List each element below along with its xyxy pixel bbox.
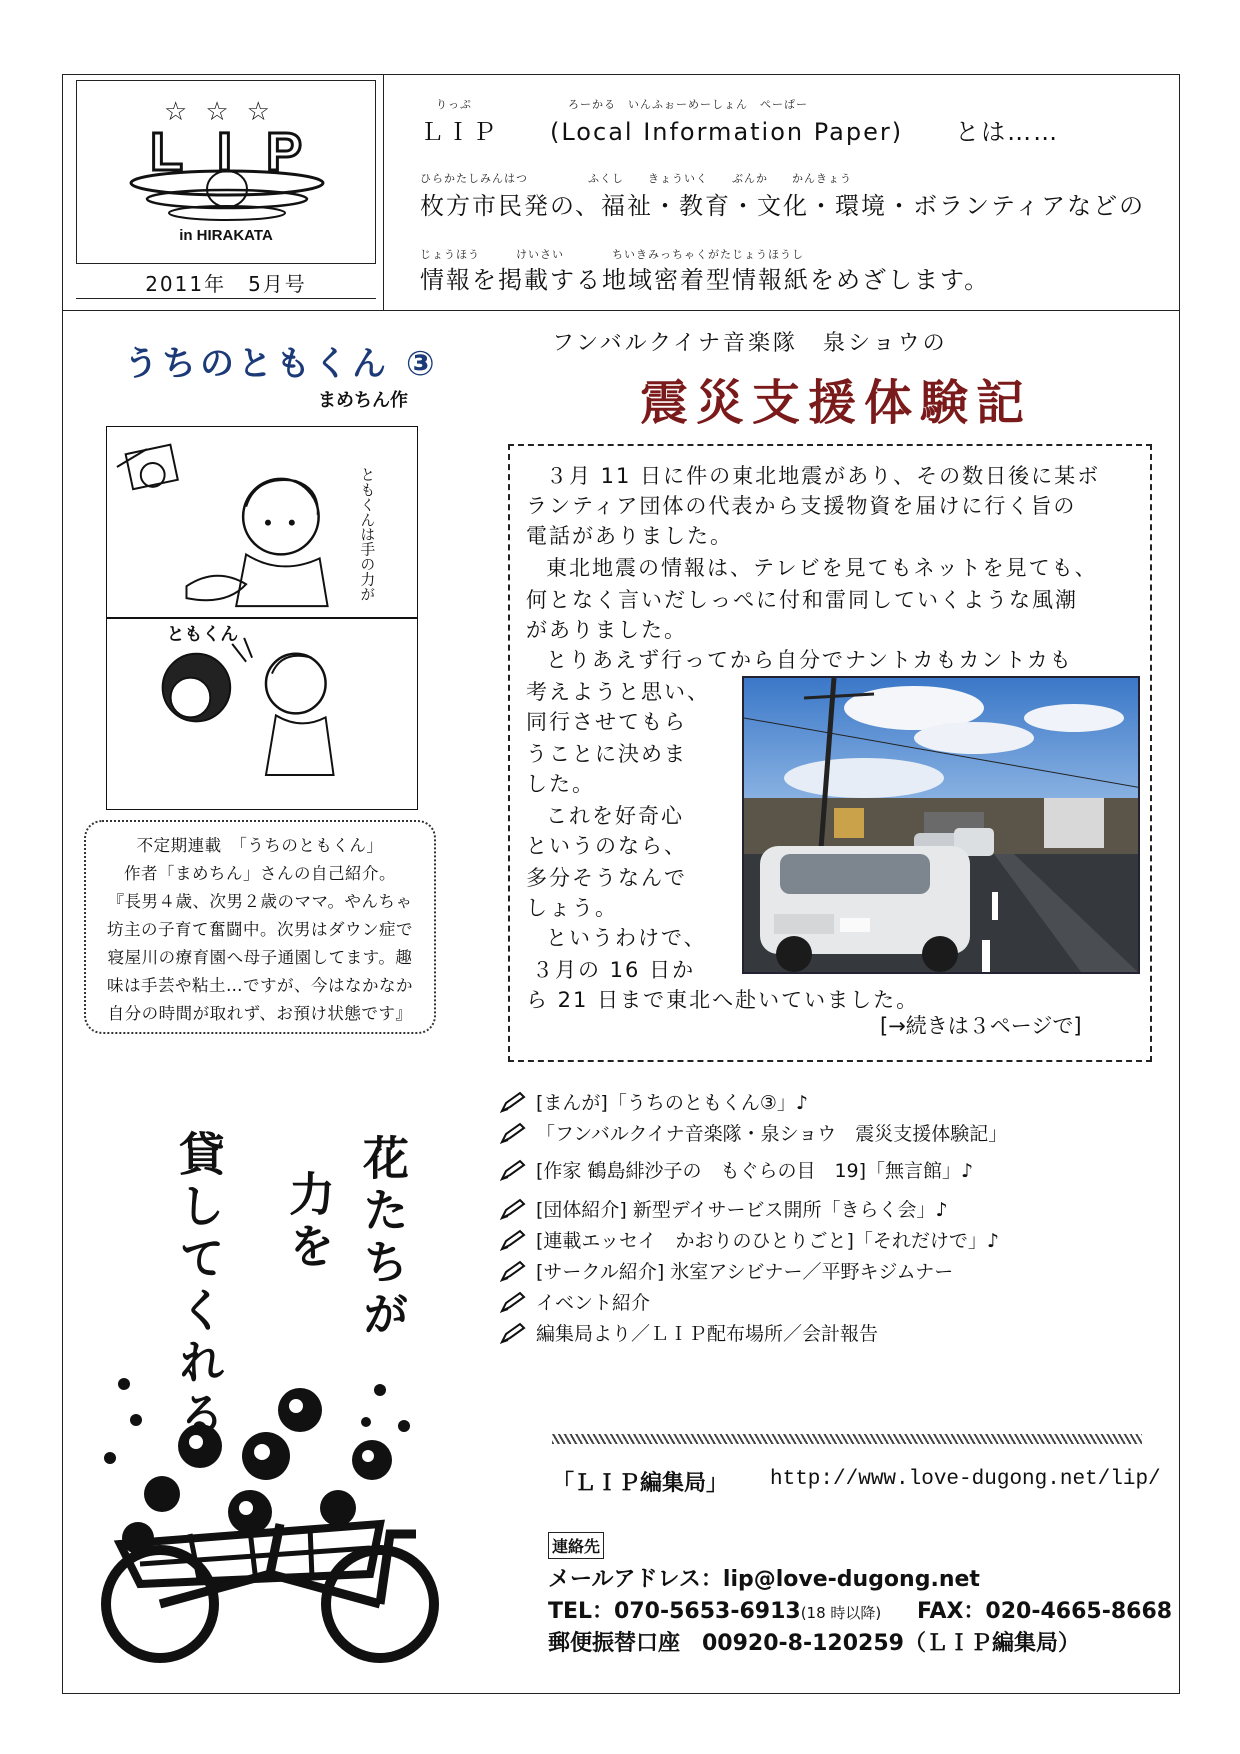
issue-date: 2011年 5月号 — [145, 272, 307, 296]
article-line: 電話がありました。 — [526, 524, 733, 548]
article-line: というわけで、 — [546, 926, 707, 950]
article-kicker: フンバルクイナ音楽隊 泉ショウの — [552, 331, 948, 356]
website-link[interactable]: http://www.love-dugong.net/lip/ — [770, 1468, 1161, 1491]
toc-item-label: [サークル紹介] 氷室アシビナー／平野キジムナー — [536, 1261, 954, 1283]
pencil-icon — [500, 1159, 526, 1181]
article-title: 震災支援体験記 — [640, 375, 1033, 431]
article-line: うことに決めま — [526, 742, 687, 766]
intro-line-1: ＬＩＰ (Local Information Paper) とは…… — [420, 118, 1060, 146]
manga-title: うちのともくん ③ — [124, 344, 439, 384]
article-line: 考えようと思い、 — [526, 680, 710, 704]
profile-line: 味は手芸や粘土…ですが、今はなかなか — [107, 976, 413, 995]
toc-item[interactable] — [500, 1154, 1160, 1185]
logo-subtitle: in HIRAKATA — [179, 227, 273, 244]
tel-number[interactable]: TEL：070-5653-6913 — [548, 1599, 801, 1624]
intro-ruby-2: ひらかたしみんはつ ふくし きょういく ぶんか かんきょう — [420, 172, 852, 185]
intro-line-3: 情報を掲載する地域密着型情報紙をめざします。 — [420, 266, 991, 294]
toc-item-label: [連載エッセイ かおりのひとりごと]「それだけで」♪ — [536, 1230, 1000, 1252]
pencil-icon — [500, 1229, 526, 1251]
road-photo-icon — [744, 678, 1140, 974]
fax-number: FAX：020-4665-8668 — [916, 1599, 1173, 1624]
postal-account: 郵便振替口座 00920-8-120259（ＬＩＰ編集局） — [548, 1631, 1080, 1656]
article-line: がありました。 — [526, 618, 687, 642]
svg-text:ともくんは手の力が: ともくんは手の力が — [358, 466, 377, 602]
toc-item-label: [作家 鶴島緋沙子の もぐらの目 19]「無言館」♪ — [536, 1160, 974, 1182]
art-text-1: 花たちが — [356, 1134, 410, 1342]
pencil-icon — [500, 1322, 526, 1344]
contact-email[interactable]: メールアドレス：lip@love-dugong.net — [548, 1567, 980, 1592]
contact-label: 連絡先 — [548, 1532, 604, 1559]
toc-item[interactable] — [500, 1317, 1160, 1348]
toc-item[interactable] — [500, 1086, 1160, 1117]
toc-item-label: イベント紹介 — [536, 1292, 651, 1314]
profile-line: 自分の時間が取れず、お預け状態です』 — [107, 1004, 413, 1023]
header-rule — [62, 310, 1180, 311]
article-line: ランティア団体の代表から支援物資を届けに行く旨の — [526, 494, 1077, 518]
lip-logo — [76, 80, 376, 264]
manga-comic — [106, 426, 418, 810]
article-line: ３月 11 日に件の東北地震があり、その数日後に某ボ — [546, 464, 1101, 488]
profile-line: 『長男４歳、次男２歳のママ。やんちゃ — [107, 892, 413, 911]
manga-illustration-icon — [107, 427, 417, 809]
article-line: しょう。 — [526, 896, 618, 920]
continued-link[interactable]: [→続きは３ページで] — [880, 1014, 1082, 1038]
logo-stars: ☆☆☆ — [164, 97, 288, 127]
divider-hatch — [552, 1434, 1142, 1444]
article-line: ら 21 日まで東北へ赴いていました。 — [526, 988, 920, 1012]
profile-line: 寝屋川の療育園へ母子通園してます。趣 — [107, 948, 413, 967]
intro-ruby-3: じょうほう けいさい ちいきみっちゃくがたじょうほうし — [420, 248, 804, 261]
pencil-icon — [500, 1091, 526, 1113]
manga-author: まめちん作 — [318, 390, 408, 411]
traffic-photo — [742, 676, 1140, 974]
logo-word: LIP — [149, 122, 336, 182]
article-line: ３月の 16 日か — [532, 958, 696, 982]
profile-line: 不定期連載 「うちのともくん」 — [136, 836, 384, 855]
article-line: というのなら、 — [526, 834, 687, 858]
table-of-contents — [500, 1086, 1160, 1348]
header-divider — [383, 74, 384, 310]
author-profile — [84, 820, 436, 1034]
intro-line-2: 枚方市民発の、福祉・教育・文化・環境・ボランティアなどの — [420, 192, 1146, 220]
editorial-office: 「ＬＩＰ編集局」 — [552, 1471, 729, 1496]
pencil-icon — [500, 1260, 526, 1282]
contact-phone — [548, 1594, 1172, 1625]
toc-item[interactable] — [500, 1193, 1160, 1224]
article-line: 東北地震の情報は、テレビを見てもネットを見ても、 — [546, 556, 1098, 580]
article-line: 何となく言いだしっぺに付和雷同していくような風潮 — [526, 588, 1078, 612]
pencil-icon — [500, 1291, 526, 1313]
toc-item-label: [団体紹介] 新型デイサービス開所「きらく会」♪ — [536, 1199, 948, 1221]
toc-item[interactable] — [500, 1286, 1160, 1317]
article-line: 同行させてもら — [526, 710, 687, 734]
svg-text:ともくん: ともくん — [166, 623, 239, 645]
toc-item[interactable] — [500, 1224, 1160, 1255]
article-line: とりあえず行ってから自分でナントカもカントカも — [546, 648, 1073, 672]
profile-line: 作者「まめちん」さんの自己紹介。 — [124, 864, 396, 883]
article-line: 多分そうなんで — [526, 866, 687, 890]
flower-bicycle-art — [80, 1104, 448, 1672]
art-text-3: 貸してくれる — [172, 1130, 226, 1442]
pencil-icon — [500, 1122, 526, 1144]
toc-item[interactable] — [500, 1117, 1160, 1148]
pencil-icon — [500, 1198, 526, 1220]
toc-item-label: [まんが]「うちのともくん③」♪ — [536, 1092, 808, 1114]
toc-item-label: 編集局より／ＬＩＰ配布場所／会計報告 — [536, 1323, 879, 1345]
art-text-2: 力を — [282, 1170, 336, 1274]
issue-rule — [76, 298, 376, 299]
intro-ruby-1: りっぷ ろーかる いんふぉーめーしょん ぺーぱー — [436, 98, 808, 111]
toc-item[interactable] — [500, 1255, 1160, 1286]
toc-item-label: 「フンバルクイナ音楽隊・泉ショウ 震災支援体験記」 — [536, 1123, 1008, 1145]
article-line: これを好奇心 — [546, 804, 684, 828]
profile-line: 坊主の子育て奮闘中。次男はダウン症で — [107, 920, 413, 939]
article-line: した。 — [526, 772, 595, 796]
tel-note: (18 時以降) — [800, 1604, 882, 1622]
